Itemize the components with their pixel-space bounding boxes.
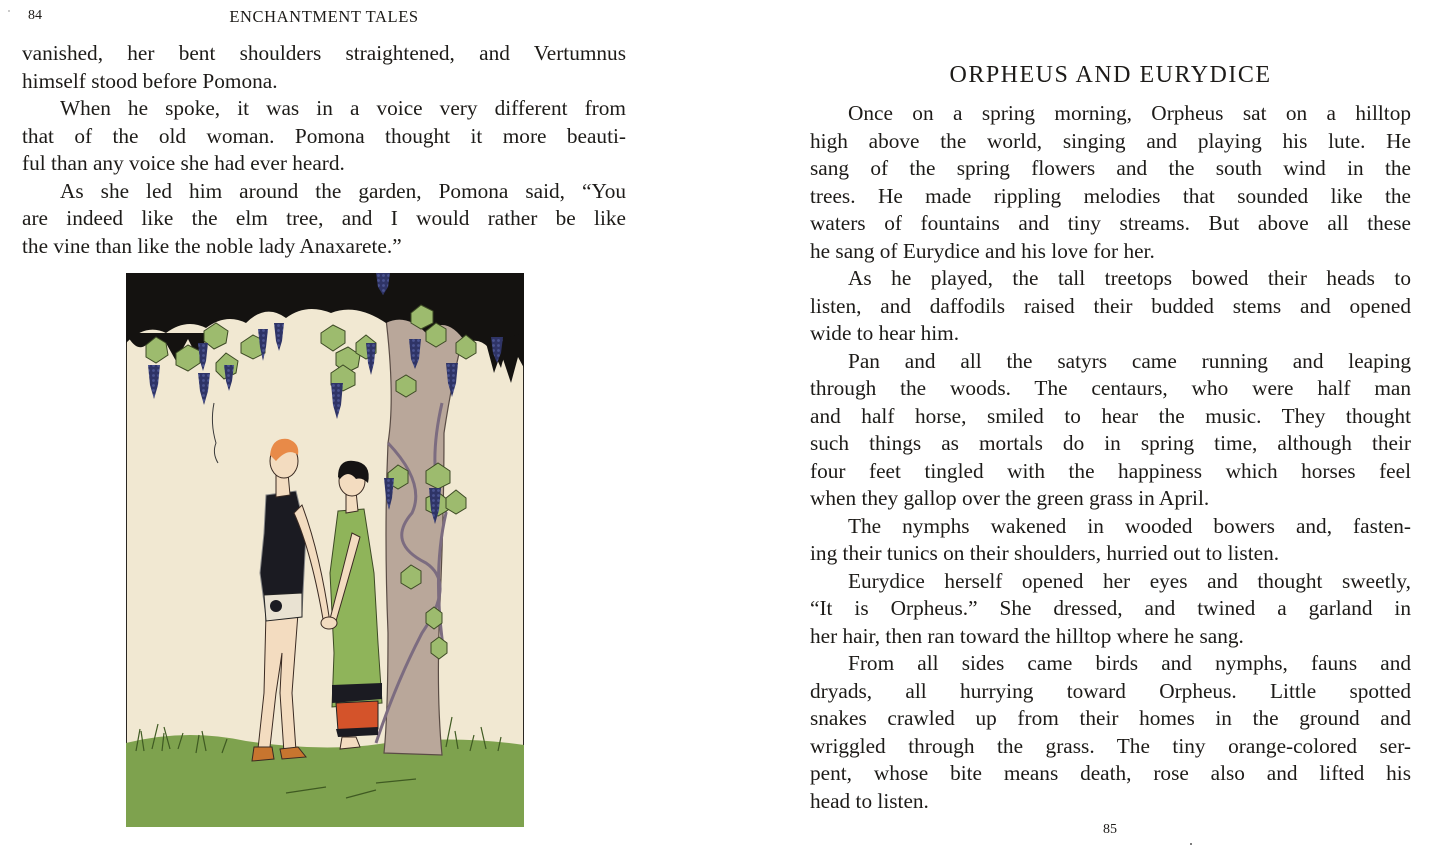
running-head bbox=[22, 7, 626, 27]
text-line: are indeed like the elm tree, and I would rather be like bbox=[22, 206, 626, 230]
text-line: wriggled through the grass. The tiny orange-colored ser- bbox=[810, 733, 1411, 758]
text-line: vanished, her bent shoulders straightened, and Vertumnus bbox=[22, 41, 626, 65]
text-line: himself stood before Pomona. bbox=[22, 68, 278, 93]
text-line: The nymphs wakened in wooded bowers and, fasten- bbox=[848, 513, 1411, 538]
text-line: sang of the spring flowers and the south wind in the bbox=[810, 156, 1411, 180]
text-line: As she led him around the garden, Pomona said, “You bbox=[60, 178, 626, 203]
right-page-text bbox=[810, 100, 1411, 815]
paper-speck bbox=[1190, 843, 1192, 845]
chapter-title: ORPHEUS AND EURYDICE bbox=[949, 62, 1272, 88]
text-line: Once on a spring morning, Orpheus sat on a hilltop bbox=[848, 101, 1411, 125]
text-line: ful than any voice she had ever heard. bbox=[22, 151, 345, 175]
text-line: pent, whose bite means death, rose also and lifted his bbox=[810, 761, 1411, 785]
text-line: and half horse, smiled to hear the music. They thought bbox=[810, 403, 1411, 428]
text-line: Pan and all the satyrs came running and leaping bbox=[848, 348, 1411, 373]
left-page-text bbox=[22, 40, 626, 260]
text-line: From all sides came birds and nymphs, fauns and bbox=[848, 651, 1411, 675]
text-line: trees. He made rippling melodies that sounded like the bbox=[810, 183, 1411, 208]
text-line: her hair, then ran toward the hilltop where he sang. bbox=[810, 623, 1244, 648]
text-line: head to listen. bbox=[810, 788, 929, 813]
paper-speck bbox=[8, 10, 10, 12]
grass-ground bbox=[126, 735, 524, 827]
text-line: When he spoke, it was in a voice very different from bbox=[60, 96, 626, 120]
running-title: ENCHANTMENT TALES bbox=[229, 7, 419, 26]
text-line: ing their tunics on their shoulders, hurried out to listen. bbox=[810, 541, 1280, 565]
text-line: snakes crawled up from their homes in the ground and bbox=[810, 706, 1411, 730]
text-line: the vine than like the noble lady Anaxarete.” bbox=[22, 233, 402, 258]
text-line: “It is Orpheus.” She dressed, and twined a garland in bbox=[810, 596, 1411, 620]
text-line: high above the world, singing and playing his lute. He bbox=[810, 128, 1411, 153]
text-line: such things as mortals do in spring time, although their bbox=[810, 431, 1411, 455]
page-number-right: 85 bbox=[1103, 822, 1117, 837]
text-line: wide to hear him. bbox=[810, 321, 960, 345]
illustration-svg bbox=[126, 273, 524, 827]
text-line: when they gallop over the green grass in April. bbox=[810, 486, 1210, 510]
page-number-left: 84 bbox=[28, 8, 42, 23]
text-line: four feet tingled with the happiness which horses feel bbox=[810, 458, 1411, 483]
text-line: waters of fountains and tiny streams. But above all these bbox=[810, 211, 1411, 235]
text-line: dryads, all hurrying toward Orpheus. Little spotted bbox=[810, 678, 1411, 703]
text-line: he sang of Eurydice and his love for her. bbox=[810, 238, 1155, 263]
text-line: that of the old woman. Pomona thought it more beauti- bbox=[22, 123, 626, 148]
illustration-vertumnus-pomona bbox=[126, 273, 524, 827]
text-line: listen, and daffodils raised their budded stems and opened bbox=[810, 293, 1411, 318]
text-line: Eurydice herself opened her eyes and thought sweetly, bbox=[848, 568, 1411, 593]
text-line: through the woods. The centaurs, who were half man bbox=[810, 376, 1411, 400]
text-line: As he played, the tall treetops bowed their heads to bbox=[848, 266, 1411, 290]
